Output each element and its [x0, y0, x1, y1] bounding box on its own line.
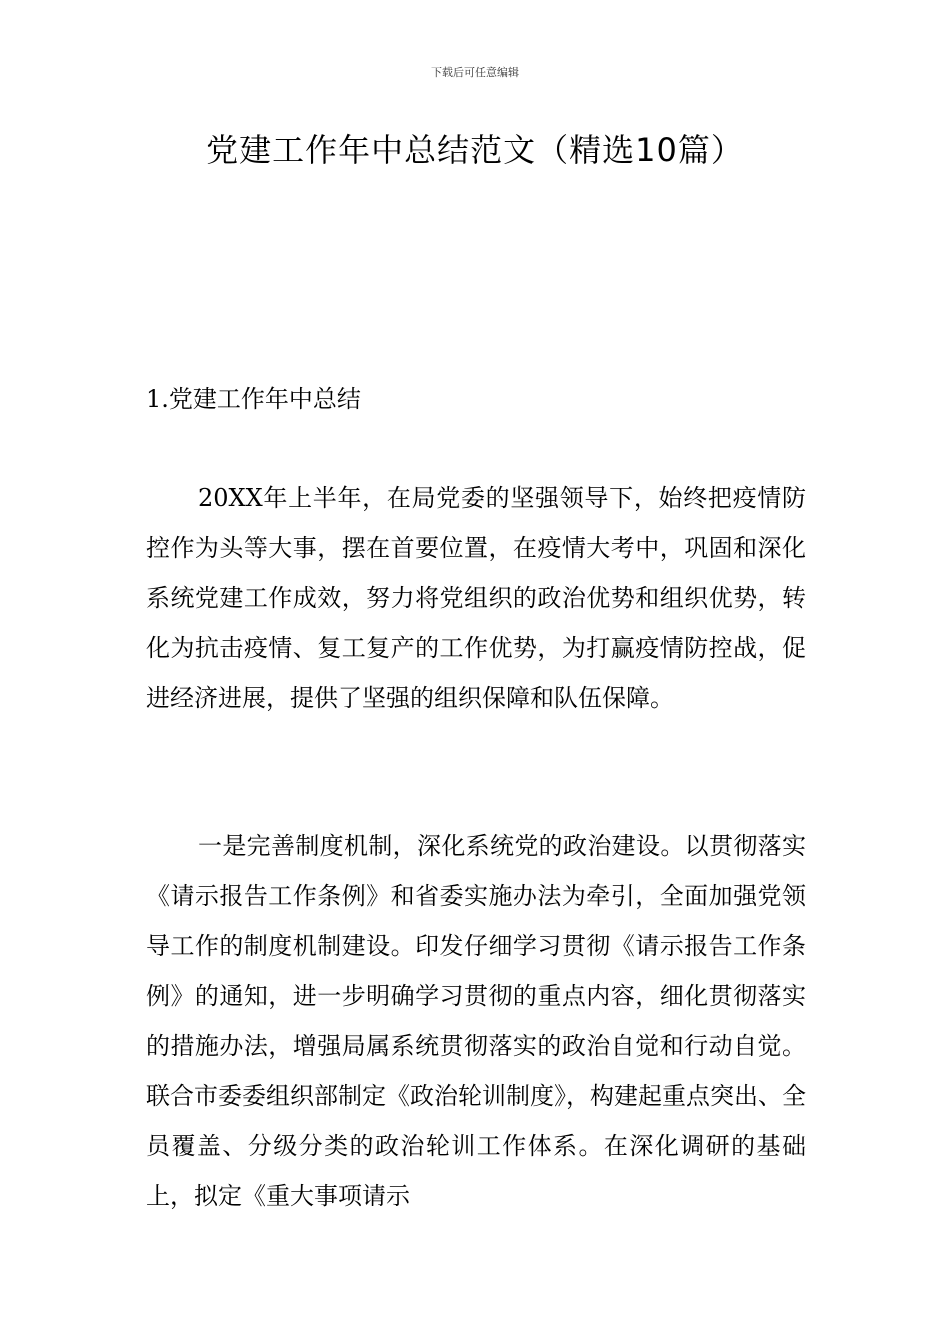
body-paragraph-2: 一是完善制度机制，深化系统党的政治建设。以贯彻落实《请示报告工作条例》和省委实施办法为牵引，全面加强党领导工作的制度机制建设。印发仔细学习贯彻《请示报告工作条例》的通知，进一步明确学习贯彻的重点内容，细化贯彻落实的措施办法，增强局属系统贯彻落实的政治自觉和行动自觉。联合市委委组织部制定《政治轮训制度》，构建起重点突出、全员覆盖、分级分类的政治轮训工作体系。在深化调研的基础上，拟定《重大事项请示 — [146, 832, 806, 1210]
header-note: 下载后可任意编辑 — [431, 66, 519, 79]
section-heading: 1.党建工作年中总结 — [146, 385, 361, 413]
document-title: 党建工作年中总结范文（精选10篇） — [206, 131, 744, 169]
body-paragraph-1: 20XX年上半年，在局党委的坚强领导下，始终把疫情防控作为头等大事，摆在首要位置，在疫情大考中，巩固和深化系统党建工作成效，努力将党组织的政治优势和组织优势，转化为抗击疫情、复工复产的工作优势，为打赢疫情防控战，促进经济进展，提供了坚强的组织保障和队伍保障。 — [146, 484, 806, 712]
